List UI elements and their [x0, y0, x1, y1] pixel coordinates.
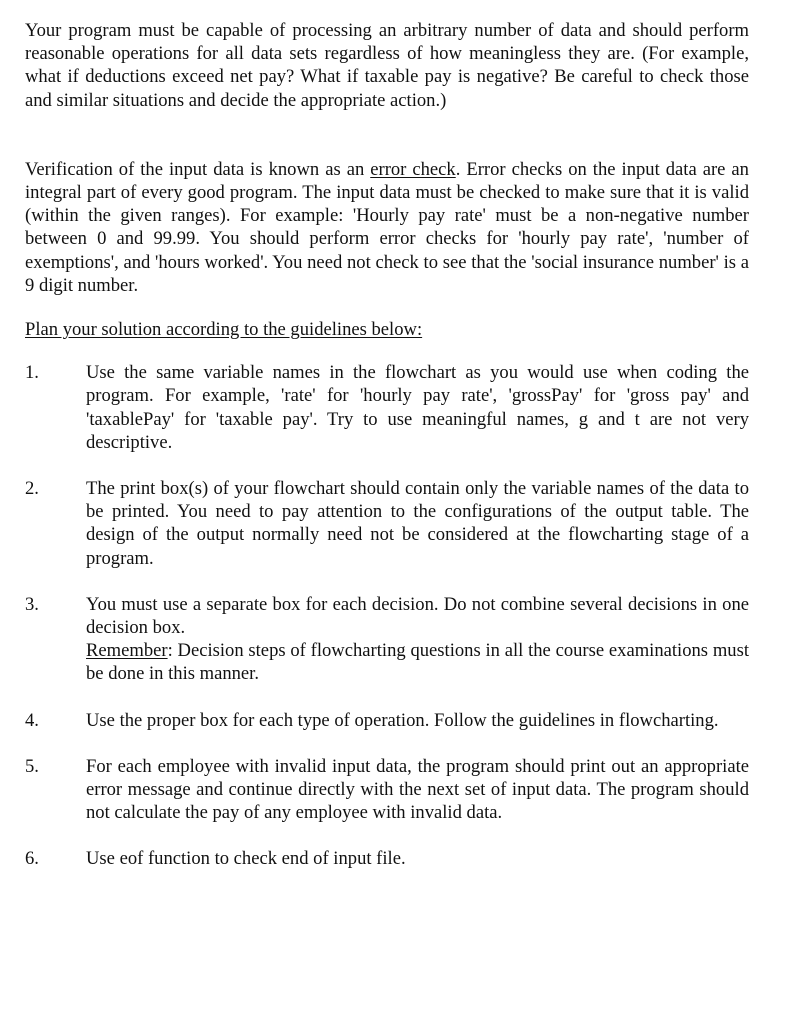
plan-heading: Plan your solution according to the guidelines below: — [25, 319, 423, 341]
remember-label: Remember — [86, 640, 168, 662]
error-check-term: error check — [370, 158, 456, 180]
intro-paragraph-1: Your program must be capable of processing an arbitrary number of data and should perform reasonable operations for all data sets regardless of how meaningless they are. (For example, what if deductions exceed net pay? What if taxable pay is negative? Be careful to check those and similar situations and decide the appropriate action.) — [25, 20, 749, 111]
guideline-item-2 — [25, 477, 749, 570]
guideline-text: Use eof function to check end of input file. — [86, 848, 406, 870]
intro-paragraph-2 — [25, 158, 749, 297]
error-check-body-text: . Error checks on the input data are an integral part of every good program. The input data must be checked to make sure that it is valid (within the given ranges). For example: 'Hourly pay rate' must be a non-negative number between 0 and 99.99. You should perform error checks for 'hourly pay rate', 'number of exemptions', and 'hours worked'. You need not check to see that the 'social insurance number' is a 9 digit number. — [25, 158, 749, 296]
guideline-item-3 — [25, 593, 749, 686]
guideline-number: 2. — [25, 478, 39, 500]
guideline-number: 4. — [25, 709, 39, 731]
guideline-text: You must use a separate box for each decision. Do not combine several decisions in one decision box. — [86, 593, 749, 639]
guideline-item-1 — [25, 361, 749, 454]
guideline-text: The print box(s) of your flowchart should contain only the variable names of the data to be printed. You need to pay attention to the configurations of the output table. The design of the output normally need not be considered at the flowcharting stage of a program. — [86, 478, 749, 569]
guideline-item-4 — [25, 709, 749, 732]
guideline-text: Use the proper box for each type of operation. Follow the guidelines in flowcharting. — [86, 709, 719, 731]
guideline-text: Use the same variable names in the flowchart as you would use when coding the program. For example, 'rate' for 'hourly pay rate', 'grossPay' for 'gross pay' and 'taxablePay' for 'taxable pay'. Try to use meaningful names, g and t are not very descriptive. — [86, 362, 749, 453]
guideline-number: 3. — [25, 593, 39, 615]
guideline-number: 5. — [25, 755, 39, 777]
guideline-text-block — [86, 593, 749, 686]
guideline-item-6 — [25, 847, 749, 870]
guideline-item-5 — [25, 755, 749, 825]
guideline-number: 1. — [25, 362, 39, 384]
remember-text: : Decision steps of flowcharting questions in all the course examinations must be done in this manner. — [86, 640, 749, 685]
document-page — [25, 19, 749, 894]
error-check-intro-text: Verification of the input data is known as an — [25, 158, 371, 180]
guideline-text: For each employee with invalid input data, the program should print out an appropriate error message and continue directly with the next set of input data. The program should not calculate the pay of any employee with invalid data. — [86, 755, 749, 824]
guideline-number: 6. — [25, 848, 39, 870]
remember-note — [86, 639, 749, 685]
